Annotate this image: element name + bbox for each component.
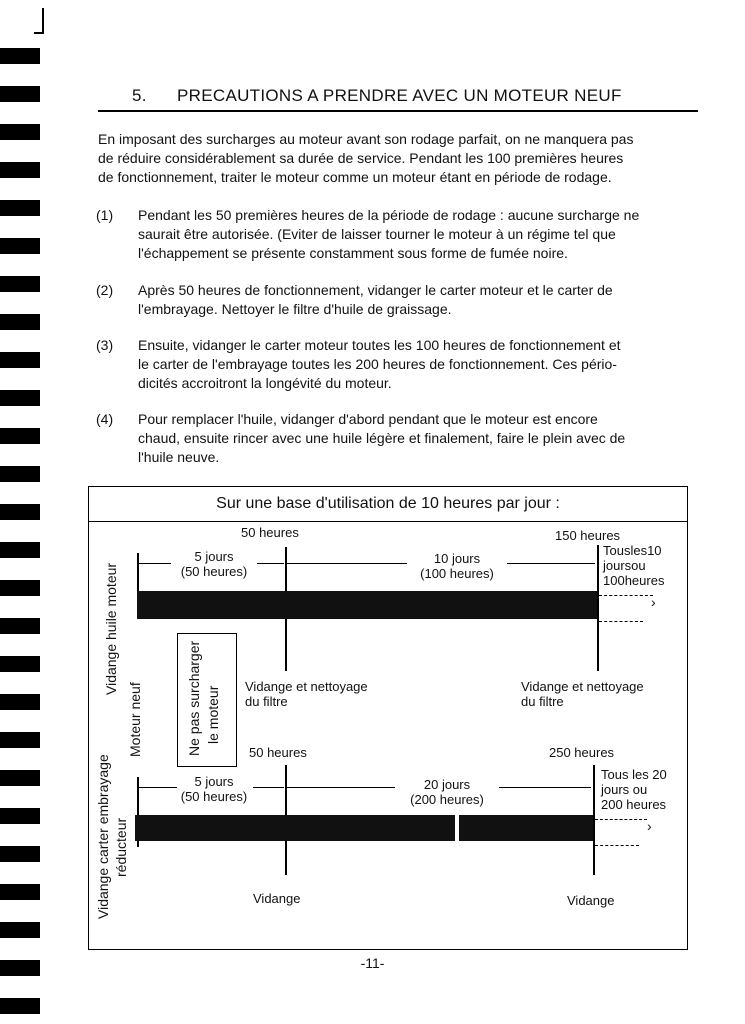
item-number: (2): [96, 282, 114, 298]
clutch-seg1-label: 5 jours (50 heures): [180, 774, 248, 804]
clutch-label-line2: réducteur: [113, 817, 129, 877]
engine-continue-arrow-icon: ›: [651, 594, 656, 610]
engine-oil-label: Vidange huile moteur: [103, 562, 119, 695]
clutch-mark-50h: 50 heures: [249, 745, 307, 760]
section-title: PRECAUTIONS A PRENDRE AVEC UN MOTEUR NEUF: [177, 86, 622, 105]
engine-seg1-label: 5 jours (50 heures): [180, 549, 248, 579]
item-number: (4): [96, 411, 114, 427]
item-number: (1): [96, 207, 114, 223]
engine-continue-top: [599, 595, 653, 596]
engine-after-label: Tousles10 joursou 100heures: [603, 543, 665, 588]
section-heading: [98, 86, 698, 112]
engine-event1: Vidange et nettoyage du filtre: [245, 679, 368, 709]
engine-event2: Vidange et nettoyage du filtre: [521, 679, 644, 709]
clutch-continue-bottom: [595, 845, 639, 846]
spiral-binding: [0, 0, 42, 1024]
engine-seg2-arrow-right: [507, 563, 595, 564]
item-number: (3): [96, 337, 114, 353]
engine-seg1-arrow-left: [139, 563, 171, 564]
section-number: 5.: [132, 86, 147, 105]
engine-seg2-label: 10 jours (100 heures): [420, 551, 494, 581]
clutch-continue-arrow-icon: ›: [647, 818, 652, 834]
new-engine-label: Moteur neuf: [127, 682, 143, 757]
clutch-after-label: Tous les 20 jours ou 200 heures: [601, 767, 667, 812]
engine-seg1-arrow-right: [257, 563, 284, 564]
maintenance-schedule-diagram: [88, 486, 688, 950]
clutch-bar-right: [459, 815, 593, 841]
engine-seg2-arrow-left: [287, 563, 407, 564]
clutch-seg2-arrow-left: [287, 787, 395, 788]
engine-oil-bar: [137, 591, 597, 619]
page-number: -11-: [360, 955, 385, 971]
engine-150h-line: [597, 545, 599, 671]
engine-mark-50h: 50 heures: [241, 525, 299, 540]
no-overload-box: Ne pas surcharger le moteur: [177, 633, 237, 767]
clutch-continue-top: [595, 819, 647, 820]
diagram-header: Sur une base d'utilisation de 10 heures par jour :: [89, 487, 687, 522]
engine-continue-bottom: [599, 621, 643, 622]
clutch-seg2-arrow-right: [499, 787, 591, 788]
engine-mark-150h: 150 heures: [555, 528, 621, 543]
corner-mark: [34, 8, 44, 34]
clutch-bar-left: [135, 815, 455, 841]
clutch-seg2-label: 20 jours (200 heures): [410, 777, 484, 807]
clutch-event2: Vidange: [567, 893, 615, 908]
intro-paragraph: En imposant des surcharges au moteur avant son rodage parfait, on ne manquera pas de réduire considérablement sa durée de service. Pendant les 100 premières heures de fonctionnement, traiter le moteur comme un moteur étant en période de rodage.: [98, 131, 634, 185]
clutch-event1: Vidange: [253, 891, 301, 906]
clutch-250h-line: [593, 765, 595, 875]
clutch-mark-250h: 250 heures: [549, 745, 615, 760]
clutch-label-line1: Vidange carter embrayage: [95, 754, 111, 919]
